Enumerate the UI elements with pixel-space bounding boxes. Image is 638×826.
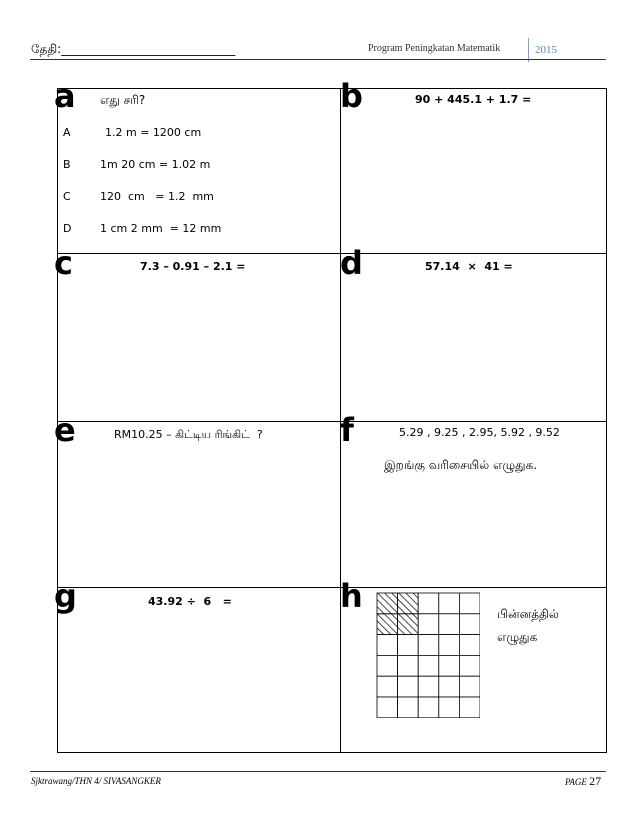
cell-g-letter: g: [54, 577, 77, 615]
grid-cell: [439, 655, 460, 676]
grid-cell-shaded: [398, 593, 419, 614]
grid-cell-shaded: [377, 614, 398, 635]
cell-a-option-text: 1m 20 cm = 1.02 m: [100, 158, 211, 171]
cell-h-instruction-line1: பின்னத்தில்: [497, 607, 559, 621]
header-rule: [30, 59, 606, 60]
question-grid: [57, 88, 607, 753]
footer-rule: [30, 771, 606, 772]
grid-cell: [377, 697, 398, 718]
cell-f-instruction: இறங்கு வரிசையில் எழுதுக.: [384, 458, 538, 472]
grid-cell: [398, 635, 419, 656]
cell-c-letter: c: [54, 244, 73, 282]
cell-a-option-text: 1.2 m = 1200 cm: [105, 126, 202, 139]
cell-h-instruction-line2: எழுதுக: [497, 630, 538, 644]
footer-page-label: PAGE: [565, 777, 587, 787]
fraction-grid: [376, 592, 480, 718]
grid-cell: [418, 676, 439, 697]
cell-a-option-text: 120 cm = 1.2 mm: [100, 190, 214, 203]
grid-cell: [439, 676, 460, 697]
cell-a-option-key: D: [63, 222, 72, 235]
cell-a-option-key: B: [63, 158, 71, 171]
cell-b-question: 90 + 445.1 + 1.7 =: [415, 93, 532, 106]
grid-cell: [398, 655, 419, 676]
grid-cell: [459, 593, 480, 614]
grid-cell-shaded: [398, 614, 419, 635]
cell-b-letter: b: [340, 77, 363, 115]
grid-cell: [418, 655, 439, 676]
cell-d-question: 57.14 × 41 =: [425, 260, 513, 273]
grid-cell: [459, 697, 480, 718]
footer-page: [565, 774, 601, 789]
grid-divider-row3: [58, 587, 606, 588]
cell-a-letter: a: [54, 77, 76, 115]
header-date-label: தேதி:_____________________________: [31, 42, 236, 56]
grid-divider-row2: [58, 421, 606, 422]
footer-page-number: 27: [589, 774, 602, 788]
cell-g-question: 43.92 ÷ 6 =: [148, 595, 232, 608]
cell-a-question: எது சரி?: [100, 93, 146, 107]
grid-cell: [418, 635, 439, 656]
cell-f-letter: f: [340, 411, 354, 449]
cell-a-option-text: 1 cm 2 mm = 12 mm: [100, 222, 222, 235]
grid-cell: [418, 697, 439, 718]
grid-cell: [439, 635, 460, 656]
cell-h-letter: h: [340, 577, 363, 615]
cell-d-letter: d: [340, 244, 363, 282]
cell-a-option-key: C: [63, 190, 71, 203]
grid-cell: [459, 676, 480, 697]
header-year: 2015: [528, 38, 575, 62]
grid-cell-shaded: [377, 593, 398, 614]
grid-divider-row1: [58, 253, 606, 254]
grid-cell: [398, 697, 419, 718]
cell-e-letter: e: [54, 411, 76, 449]
grid-cell: [459, 614, 480, 635]
cell-c-question: 7.3 – 0.91 – 2.1 =: [140, 260, 246, 273]
grid-cell: [377, 655, 398, 676]
cell-a-option-key: A: [63, 126, 71, 139]
grid-cell: [439, 593, 460, 614]
grid-cell: [439, 614, 460, 635]
grid-cell: [459, 655, 480, 676]
grid-cell: [398, 676, 419, 697]
grid-cell: [439, 697, 460, 718]
grid-cell: [418, 614, 439, 635]
cell-e-question: RM10.25 – கிட்டிய ரிங்கிட் ?: [114, 428, 263, 441]
cell-f-numbers: 5.29 , 9.25 , 2.95, 5.92 , 9.52: [399, 426, 560, 439]
grid-cell: [418, 593, 439, 614]
grid-cell: [377, 635, 398, 656]
footer-left: Sjktrawang/THN 4/ SIVASANGKER: [31, 776, 161, 786]
grid-cell: [459, 635, 480, 656]
header-program: Program Peningkatan Matematik: [368, 43, 501, 54]
grid-cell: [377, 676, 398, 697]
